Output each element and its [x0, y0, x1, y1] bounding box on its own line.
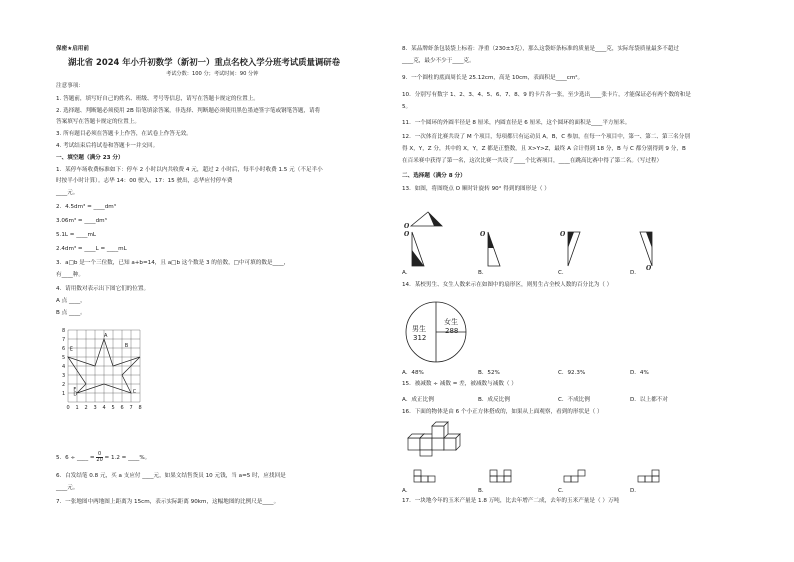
q16-line: 16．下面的物体是由 6 个小正方体搭成的，如果从上面观察，看到的形状是（ ）: [402, 409, 603, 415]
x-tick-label: 5: [111, 405, 115, 411]
svg-text:O: O: [404, 223, 410, 230]
exam-meta: 考试分数：100 分；考试时间：90 分钟: [166, 71, 259, 77]
svg-text:O: O: [404, 231, 410, 238]
point-label: C: [132, 389, 137, 395]
choice-b-figure: [480, 228, 506, 270]
choice-b-topview: [490, 470, 520, 484]
q5-fraction: $\frac{0}{20}$: [96, 451, 103, 463]
q13-line: 13．如图，将图绕点 O 顺时针旋转 90° 得到的图形是（ ）: [402, 186, 550, 192]
left-column: [56, 0, 394, 562]
q10-line: 10．分别写有数字 1、2、3、4、5、6、7、8、9 的卡片各一张，至少选出____张卡片，才能保证必有两个数的和是: [402, 92, 691, 98]
q16-choice[interactable]: B．: [478, 488, 488, 494]
y-tick-label: 5: [62, 355, 66, 361]
pie-girl-label: 女生: [444, 318, 458, 326]
x-tick-label: 2: [84, 405, 88, 411]
choice-c-figure: [560, 228, 586, 270]
q12-line: 得 X，Y，Z 分，其中的 X，Y，Z 都是正整数，且 X>Y>Z，最终 A 合计得到 18 分，B 与 C 都分别得到 9 分，B: [402, 146, 686, 152]
q14-choice[interactable]: D．4%: [630, 370, 649, 376]
y-tick-label: 2: [62, 382, 66, 388]
q6-line: ____元。: [56, 485, 79, 491]
x-tick-label: 0: [66, 405, 70, 411]
x-tick-label: 3: [93, 405, 97, 411]
q3-line: 有____种。: [56, 272, 84, 278]
x-tick-label: 6: [120, 405, 124, 411]
point-label: E: [69, 346, 73, 353]
q2-line: 3.06m³ = ____dm³: [56, 218, 107, 224]
y-tick-label: 7: [62, 337, 66, 343]
y-tick-label: 1: [62, 391, 66, 397]
q5-line: 5．6 ÷ ____ = $\frac{0}{20}$ = 1.2 = ____%。: [56, 451, 151, 463]
q17-line: 17．一块地今年的玉米产量是 1.8 万吨，比去年增产二成，去年的玉米产量是（ ）万吨: [402, 498, 620, 504]
q15-line: 15．被减数 ÷ 减数 = 差，被减数与减数（ ）: [402, 381, 517, 387]
svg-text:O: O: [560, 231, 566, 238]
q13-choice[interactable]: A．: [402, 270, 412, 276]
q16-choice[interactable]: A．: [402, 488, 412, 494]
q14-choice[interactable]: B．52%: [478, 370, 500, 376]
pie-chart: [404, 298, 474, 368]
pie-girl-value: 288: [445, 327, 459, 335]
section-heading: 二、选择题（满分 8 分）: [402, 173, 466, 179]
q7-line: 7．一张地图中两地图上距离为 15cm，表示实际距离 90km，这幅地图的比例尺是____。: [56, 499, 280, 505]
x-tick-label: 7: [129, 405, 133, 411]
notice-heading: 注意事项：: [56, 83, 84, 89]
q10-line: 5。: [402, 104, 412, 110]
q1-line: 1．某停车场收费标准如下：停车 2 小时以内共收费 4 元，超过 2 小时后，每半小时收费 1.5 元（不足半小: [56, 167, 323, 173]
notice-item: 2. 选择题、判断题必须使用 2B 铅笔填涂答案，非选择、判断题必须使用黑色墨迹签字笔或钢笔答题，请将: [56, 108, 321, 114]
q2-line: 5.1L = ____mL: [56, 232, 97, 238]
q13-choice[interactable]: C．: [558, 270, 568, 276]
point-label: B: [124, 343, 129, 350]
q2-line: 2．4.5dm³ = ____dm³: [56, 204, 116, 210]
point-label: A: [104, 333, 108, 340]
y-tick-label: 4: [62, 364, 66, 370]
q11-line: 11．一个圆环的外圆半径是 8 厘米，内圆直径是 6 厘米，这个圆环的面积是____平方厘米。: [402, 120, 631, 126]
point-label: F: [73, 387, 77, 394]
q13-choice[interactable]: D．: [630, 270, 640, 276]
q14-choice[interactable]: A．48%: [402, 370, 424, 376]
choice-a-topview: [414, 470, 444, 484]
q14-line: 14．某校男生、女生人数来示在如图中的扇形区，则男生占全校人数的百分比为（ ）: [402, 282, 613, 288]
x-tick-label: 4: [102, 405, 106, 411]
choice-d-topview: [638, 470, 668, 484]
q1-line: 时按半小时计算）。志华 14：00 驶入，17：15 驶出，志华应付停车费: [56, 178, 233, 184]
q15-choice[interactable]: B．成反比例: [478, 397, 510, 403]
notice-item: 1. 答题前，填写好自己的姓名、班级、考号等信息，请写在答题卡规定的位置上。: [56, 96, 259, 102]
q4-line: 4．请用数对表示出下图它们的位置。: [56, 286, 150, 292]
q4-line: B 点 ____。: [56, 310, 86, 316]
svg-text:O: O: [646, 265, 652, 272]
q6-line: 6．白发结笔 0.8 元，买 a 支应付 ____元，如果文结售货员 10 元钱，当 a=5 时，应找回是: [56, 473, 286, 479]
q12-line: 在百米赛中获得了第一名，这次比赛一共设了____个比赛项目，____在跳高比赛中得了第二名。（写过程）: [402, 158, 663, 164]
q16-choice[interactable]: D．: [630, 488, 640, 494]
x-tick-label: 1: [75, 405, 79, 411]
q2-line: 2.4dm³ = ____L = ____mL: [56, 246, 127, 252]
right-column: [402, 0, 740, 562]
y-tick-label: 3: [62, 373, 66, 379]
pie-boy-label: 男生: [412, 325, 426, 333]
secret-label: 保密★启用前: [56, 46, 89, 52]
q8-line: ____克，最少不少于____克。: [402, 58, 475, 64]
choice-d-figure: [638, 228, 658, 270]
y-tick-label: 6: [62, 346, 66, 352]
q16-choice[interactable]: C．: [558, 488, 568, 494]
notice-item: 3. 所有题目必须在答题卡上作答，在试卷上作答无效。: [56, 131, 192, 137]
point-label: D: [73, 391, 78, 398]
section-heading: 一、填空题（满分 23 分）: [56, 155, 124, 161]
exam-title: 湖北省 2024 年小升初数学（新初一）重点名校入学分班考试质量调研卷: [68, 57, 341, 67]
notice-item: 答案填写在答题卡规定的位置上。: [56, 119, 140, 125]
y-tick-label: 8: [62, 328, 66, 334]
q9-line: 9．一个圆柱的底面周长是 25.12cm，高是 10cm，表面积是____cm²。: [402, 75, 584, 81]
cube-stack-figure: [406, 424, 466, 460]
q12-line: 12．一次体育比赛共设了 M 个项目，每项都只有运动员 A，B，C 参加，在每一个项目中，第一、第二、第三名分别: [402, 134, 690, 140]
pie-boy-value: 312: [413, 334, 427, 342]
q15-choice[interactable]: D．以上都不对: [630, 397, 668, 403]
x-tick-label: 8: [138, 405, 142, 411]
q15-choice[interactable]: A．成正比例: [402, 397, 434, 403]
svg-text:O: O: [480, 231, 486, 238]
q3-line: 3．a□b 是一个三位数，已知 a+b=14，且 a□b 这个数是 3 的倍数，□中可填的数是____，: [56, 260, 290, 266]
choice-c-topview: [564, 470, 594, 484]
q8-line: 8．某品牌虾条包装袋上标着：净重（230±3克），那么这袋虾条标准的质量是____克，实际每袋质量最多不超过: [402, 46, 679, 52]
notice-item: 4. 考试结束后将试卷和答题卡一并交回。: [56, 143, 159, 149]
q1-line: ____元。: [56, 190, 79, 196]
q13-choice[interactable]: B．: [478, 270, 488, 276]
coordinate-grid: [60, 322, 150, 412]
q4-line: A 点 ____，: [56, 298, 86, 304]
q14-choice[interactable]: C．92.3%: [558, 370, 586, 376]
q15-choice[interactable]: C．不成比例: [558, 397, 590, 403]
choice-a-figure: [404, 228, 430, 270]
